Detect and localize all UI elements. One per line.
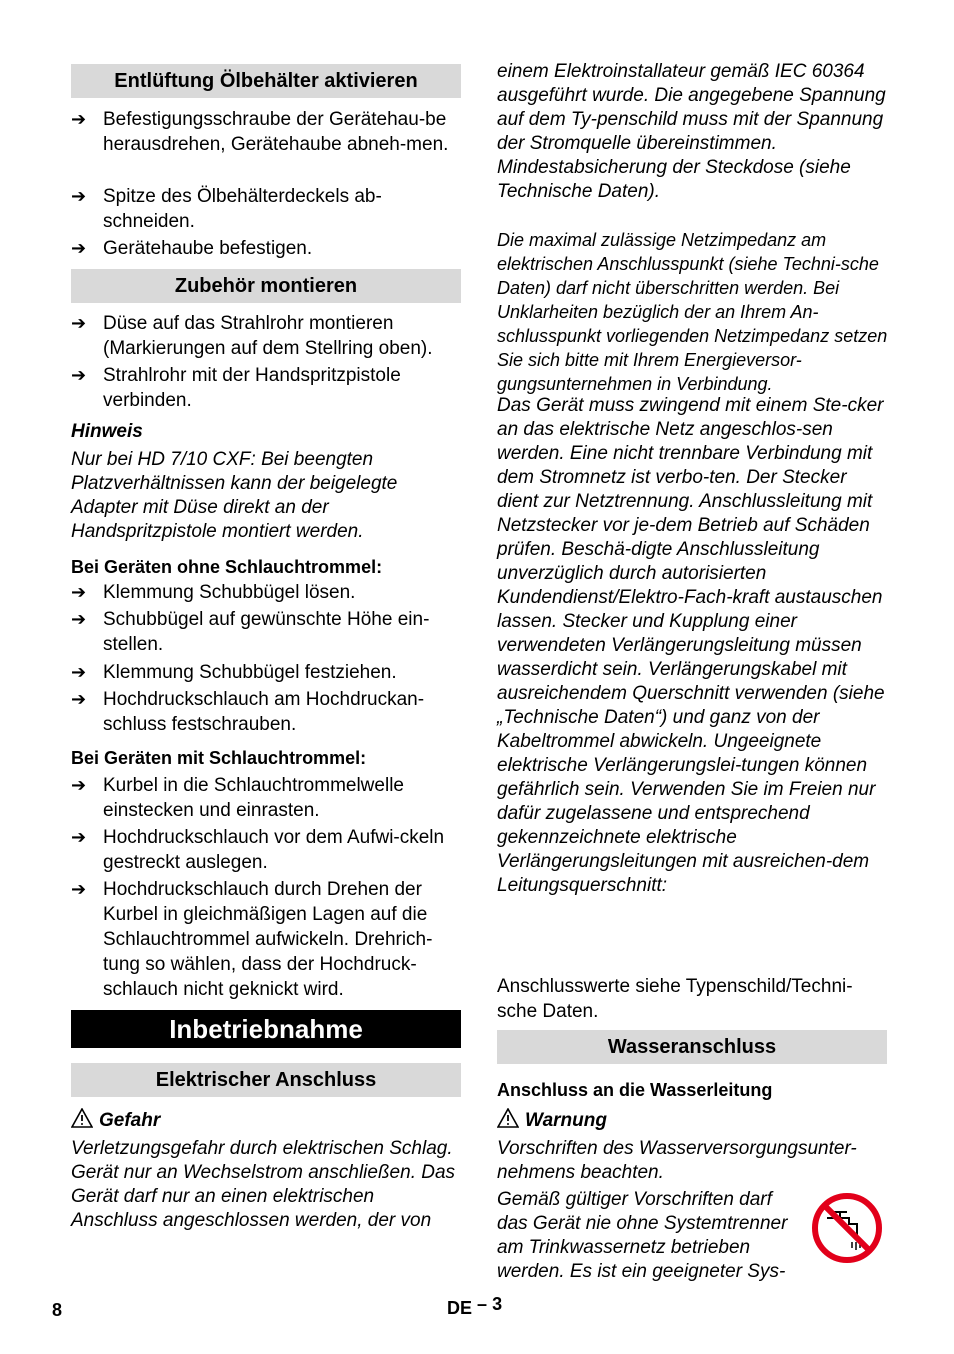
page-footer-label: DE – 3: [447, 1294, 503, 1318]
list-item: ➔ Spitze des Ölbehälterdeckels ab-schneiden.: [71, 186, 382, 232]
list-item: ➔ Gerätehaube befestigen.: [71, 238, 313, 259]
chapter-heading-inbetriebnahme: Inbetriebnahme: [71, 1010, 461, 1048]
note-label: Hinweis: [71, 421, 143, 442]
list-item: ➔ Strahlrohr mit der Handspritzpistole verbinden.: [71, 365, 401, 411]
section-heading-zubehoer: Zubehör montieren: [71, 269, 461, 303]
danger-label: Gefahr: [71, 1108, 160, 1133]
arrow-icon: ➔: [71, 109, 87, 129]
list-item: ➔ Klemmung Schubbügel festziehen.: [71, 662, 397, 683]
warning-label: Warnung: [497, 1108, 607, 1133]
arrow-icon: ➔: [71, 238, 87, 258]
warning-triangle-icon: [497, 1108, 519, 1128]
warning-triangle-icon: [71, 1108, 93, 1128]
no-drinking-water-connection-icon: [811, 1192, 883, 1264]
arrow-icon: ➔: [71, 582, 87, 602]
list-item: ➔ Hochdruckschlauch am Hochdruckan-schluss festschrauben.: [71, 689, 425, 735]
paragraph: Gemäß gültiger Vorschriften darf das Gerät nie ohne Systemtrenner am Trinkwassernetz betrieben werden. Es ist ein geeigneter Sys-: [497, 1189, 788, 1282]
subheading-mit-schlauchtrommel: Bei Geräten mit Schlauchtrommel:: [71, 748, 367, 768]
list-item: ➔ Düse auf das Strahlrohr montieren (Markierungen auf dem Stellring oben).: [71, 313, 433, 359]
page-number: 8: [52, 1300, 63, 1320]
subheading-ohne-schlauchtrommel: Bei Geräten ohne Schlauchtrommel:: [71, 557, 383, 577]
list-item: ➔ Hochdruckschlauch durch Drehen der Kurbel in gleichmäßigen Lagen auf die Schlauchtrommel aufwickeln. Drehrich-tung so wählen, dass der Hochdruck-schlauch nicht geknickt wird.: [71, 879, 433, 1000]
section-heading-elektrischer-anschluss: Elektrischer Anschluss: [71, 1063, 461, 1097]
arrow-icon: ➔: [71, 365, 87, 385]
arrow-icon: ➔: [71, 689, 87, 709]
subheading-anschluss-wasserleitung: Anschluss an die Wasserleitung: [497, 1080, 773, 1100]
paragraph: Das Gerät muss zwingend mit einem Ste-cker an das elektrische Netz angeschlos-sen werden. Eine nicht trennbare Verbindung mit dem Stromnetz ist verbo-ten. Der Stecker dient zur Netztrennung. Anschlussleitung mit Netzstecker vor je-dem Betrieb auf Schäden prüfen. Beschä-digte Anschlussleitung unverzüglich durch autorisierten Kundendienst/Elektro-Fach-kraft austauschen lassen. Stecker und Kupplung einer verwendeten Verlängerungsleitung müssen wasserdicht sein. Verlängerungskabel mit ausreichendem Querschnitt verwenden (siehe „Technische Daten“) und ganz von der Kabeltrommel abwickeln. Ungeeignete elektrische Verlängerungslei-tungen können gefährlich sein. Verwenden Sie im Freien nur dafür zugelassene und entsprechend gekennzeichnete elektrische Verlängerungsleitungen mit ausreichen-dem Leitungsquerschnitt:: [497, 395, 885, 896]
note-text: Nur bei HD 7/10 CXF: Bei beengten Platzverhältnissen kann der beigelegte Adapter mit Düse direkt an der Handspritzpistole montiert werden.: [71, 449, 398, 542]
section-heading-entlueftung: Entlüftung Ölbehälter aktivieren: [71, 64, 461, 98]
section-heading-wasseranschluss: Wasseranschluss: [497, 1030, 887, 1064]
arrow-icon: ➔: [71, 313, 87, 333]
arrow-icon: ➔: [71, 827, 87, 847]
list-item: ➔ Befestigungsschraube der Gerätehau-be herausdrehen, Gerätehaube abneh-men.: [71, 109, 449, 155]
paragraph: Anschlusswerte siehe Typenschild/Techni-sche Daten.: [497, 976, 853, 1022]
arrow-icon: ➔: [71, 775, 87, 795]
paragraph: Die maximal zulässige Netzimpedanz am elektrischen Anschlusspunkt (siehe Techni-sche Daten) darf nicht überschritten werden. Bei Unklarheiten bezüglich der an Ihrem An-schlusspunkt vorliegenden Netzimpedanz setzen Sie sich bitte mit Ihrem Energieversor-gungsunternehmen in Verbindung.: [497, 230, 888, 394]
arrow-icon: ➔: [71, 609, 87, 629]
arrow-icon: ➔: [71, 186, 87, 206]
list-item: ➔ Kurbel in die Schlauchtrommelwelle einstecken und einrasten.: [71, 775, 404, 821]
arrow-icon: ➔: [71, 662, 87, 682]
list-item: ➔ Klemmung Schubbügel lösen.: [71, 582, 356, 603]
danger-text: Verletzungsgefahr durch elektrischen Schlag. Gerät nur an Wechselstrom anschließen. Das Gerät darf nur an einen elektrischen Anschluss angeschlossen werden, der von: [71, 1138, 456, 1231]
paragraph: einem Elektroinstallateur gemäß IEC 60364 ausgeführt wurde. Die angegebene Spannung auf dem Ty-penschild muss mit der Spannung der Stromquelle übereinstimmen. Mindestabsicherung der Steckdose (siehe Technische Daten).: [497, 61, 886, 202]
arrow-icon: ➔: [71, 879, 87, 899]
list-item: ➔ Hochdruckschlauch vor dem Aufwi-ckeln gestreckt auslegen.: [71, 827, 445, 873]
paragraph: Vorschriften des Wasserversorgungsunter-nehmens beachten.: [497, 1138, 857, 1183]
list-item: ➔ Schubbügel auf gewünschte Höhe ein-stellen.: [71, 609, 430, 655]
